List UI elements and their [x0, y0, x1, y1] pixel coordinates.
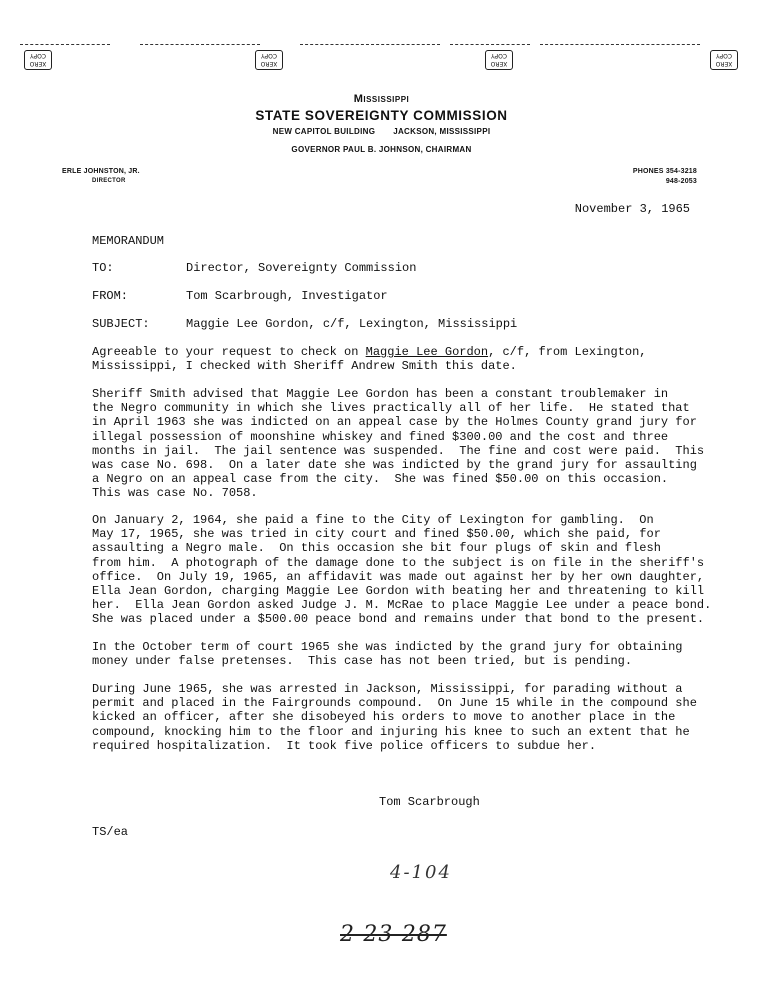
handwritten-file-number: 2-23-287 — [340, 922, 447, 947]
paragraph-5 — [92, 682, 712, 753]
line-text: Agreeable to your request to check on — [92, 345, 366, 359]
paragraph-line: assaulting a Negro male. On this occasion she bit four plugs of skin and flesh — [92, 541, 661, 556]
paragraph-line: a Negro on an appeal case from the city. She was fined $50.00 on this occasion. — [92, 472, 669, 487]
xerox-stamp: XERO COPY — [710, 50, 738, 70]
paragraph-line: required hospitalization. It took five police officers to subdue her. — [92, 738, 597, 753]
letterhead-commission: STATE SOVEREIGNTY COMMISSION — [255, 108, 508, 123]
to-value: Director, Sovereignty Commission — [186, 261, 417, 275]
memo-heading: MEMORANDUM — [92, 234, 165, 248]
paragraph-line: permit and placed in the Fairgrounds compound. On June 15 while in the compound she — [92, 696, 697, 711]
paragraph-3 — [92, 513, 712, 627]
to-label: TO: — [92, 261, 114, 275]
xerox-stamp: XERO COPY — [255, 50, 283, 70]
paragraph-line: On January 2, 1964, she paid a fine to the City of Lexington for gambling. On — [92, 513, 654, 527]
paragraph-line: her. Ella Jean Gordon asked Judge J. M. McRae to place Maggie Lee under a peace bond. — [92, 598, 712, 613]
paragraph-line: Sheriff Smith advised that Maggie Lee Gordon has been a constant troublemaker in — [92, 387, 669, 401]
paragraph-line: This was case No. 7058. — [92, 486, 258, 501]
paragraph-line — [92, 345, 712, 359]
scan-edge-line — [450, 44, 530, 46]
scan-edge-line — [300, 44, 440, 46]
phone-numbers — [633, 167, 697, 187]
paragraph-line: from him. A photograph of the damage done to the subject is on file in the sheriff's — [92, 555, 705, 570]
from-value: Tom Scarbrough, Investigator — [186, 289, 388, 303]
paragraph-line: in April 1963 she was indicted on an appeal case by the Holmes County grand jury for — [92, 415, 697, 430]
xerox-stamp: XERO COPY — [24, 50, 52, 70]
paragraph-line: office. On July 19, 1965, an affidavit was made out against her by her own daughter, — [92, 569, 705, 584]
memo-date: November 3, 1965 — [574, 202, 690, 216]
letterhead-state: Mississippi — [353, 93, 410, 105]
paragraph-line: kicked an officer, after she disobeyed his orders to move to another place in the — [92, 710, 676, 725]
letterhead-address — [0, 127, 763, 136]
xerox-stamp: XERO COPY — [485, 50, 513, 70]
paragraph-2 — [92, 387, 712, 501]
scan-edge-line — [540, 44, 700, 46]
paragraph-line: In the October term of court 1965 she was indicted by the grand jury for obtaining — [92, 640, 683, 654]
paragraph-line: the Negro community in which she lives practically all of her life. He stated that — [92, 401, 690, 416]
subject-label: SUBJECT: — [92, 317, 150, 331]
subject-value: Maggie Lee Gordon, c/f, Lexington, Mississippi — [186, 317, 518, 331]
scan-edge-line — [140, 44, 260, 46]
paragraph-4 — [92, 640, 712, 668]
letterhead-building: NEW CAPITOL BUILDING — [272, 127, 376, 136]
paragraph-line: May 17, 1965, she was tried in city court and fined $50.00, which she paid, for — [92, 527, 661, 542]
paragraph-line: compound, knocking him to the floor and injuring his knee to such an extent that he — [92, 724, 690, 739]
paragraph-1 — [92, 345, 712, 373]
paragraph-line: months in jail. The jail sentence was suspended. The fine and cost were paid. This — [92, 443, 705, 458]
typist-initials: TS/ea — [92, 825, 129, 839]
paragraph-line: was case No. 698. On a later date she was indicted by the grand jury for assaulting — [92, 458, 697, 473]
letterhead-city: JACKSON, MISSISSIPPI — [393, 127, 491, 136]
phone-line-1: PHONES 354-3218 — [632, 168, 697, 175]
signature: Tom Scarbrough — [379, 795, 480, 809]
director-name: ERLE JOHNSTON, JR. — [62, 168, 140, 175]
paragraph-line: illegal possession of moonshine whiskey and fined $300.00 and the cost and three — [92, 429, 669, 444]
paragraph-line: money under false pretenses. This case has not been tried, but is pending. — [92, 654, 633, 669]
director-title: DIRECTOR — [92, 178, 126, 184]
underlined-name: Maggie Lee Gordon — [365, 345, 489, 359]
scan-edge-line — [20, 44, 110, 46]
line-text: , c/f, from Lexington, — [488, 345, 647, 359]
letterhead-governor: GOVERNOR PAUL B. JOHNSON, CHAIRMAN — [291, 145, 472, 154]
paragraph-line: During June 1965, she was arrested in Jackson, Mississippi, for parading without a — [92, 682, 683, 696]
paragraph-line: She was placed under a $500.00 peace bond and remains under that bond to the present. — [92, 612, 705, 627]
handwritten-note: 4-104 — [390, 862, 452, 883]
paragraph-line: Mississippi, I checked with Sheriff Andrew Smith this date. — [92, 359, 517, 374]
paragraph-line: Ella Jean Gordon, charging Maggie Lee Gordon with beating her and threatening to kill — [92, 584, 705, 599]
phone-line-2: 948-2053 — [665, 178, 697, 185]
from-label: FROM: — [92, 289, 129, 303]
